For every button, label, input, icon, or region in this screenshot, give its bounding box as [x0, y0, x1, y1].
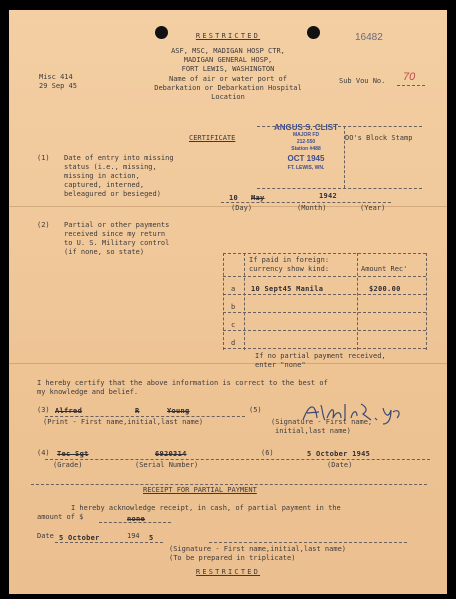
- item1-line2: status (i.e., missing,: [64, 163, 157, 171]
- form-date: 29 Sep 45: [39, 82, 77, 90]
- header-line2: MADIGAN GENERAL HOSP,: [183, 56, 273, 64]
- header-line3: FORT LEWIS, WASHINGTON: [181, 65, 275, 73]
- amount-underline: [99, 522, 171, 523]
- table-top: [223, 253, 426, 254]
- restricted-bottom: RESTRICTED: [195, 568, 261, 576]
- table-col-divider: [244, 253, 245, 350]
- last-name-value: Young: [167, 407, 190, 415]
- date-underline: [221, 202, 391, 203]
- row-d-letter: d: [231, 339, 236, 347]
- item1-line5: beleagured or besieged): [64, 190, 161, 198]
- header-line4: Name of air or water port of: [168, 75, 287, 83]
- certify-line1: I hereby certify that the above information is correct to the best of: [37, 379, 328, 387]
- receipt-date-year: 194: [127, 532, 140, 540]
- item2-line2: received since my return: [64, 230, 166, 238]
- receipt-date-prefix: Date: [37, 532, 54, 540]
- field4-number: (4): [37, 449, 50, 457]
- stamp-code: 212-550: [296, 139, 316, 145]
- document-page: [9, 10, 447, 594]
- stamp-rank: MAJOR FD: [292, 132, 320, 138]
- receipt-line1: I hereby acknowledge receipt, in cash, of partial payment in the: [71, 504, 341, 512]
- stamp-date: OCT 1945: [287, 154, 325, 163]
- receipt-signature-label: (Signature - First name,initial,last name): [169, 545, 347, 553]
- row-d-rule: [223, 348, 426, 349]
- year-value: 1942: [319, 192, 338, 200]
- no-partial-line2: enter "none": [255, 361, 306, 369]
- item2-line1: Partial or other payments: [64, 221, 170, 229]
- stamp-station: Station #488: [291, 146, 321, 152]
- signature-label1: (Signature - First name,: [271, 418, 373, 426]
- item1-line4: captured, interned,: [64, 181, 145, 189]
- sub-vou-label: Sub Vou No.: [339, 77, 386, 85]
- field5-number: (5): [249, 406, 262, 414]
- field6-number: (6): [261, 449, 274, 457]
- receipt-separator: [31, 484, 427, 485]
- row-a-letter: a: [231, 285, 236, 293]
- receipt-amount-value: none: [127, 515, 146, 523]
- receipt-signature-line: [209, 542, 407, 543]
- item2-line3: to U. S. Military control: [64, 239, 170, 247]
- sub-vou-value: 70: [403, 71, 416, 83]
- row-b-letter: b: [231, 303, 236, 311]
- foreign-label1: If paid in foreign:: [249, 256, 330, 264]
- certificate-title: CERTIFICATE: [189, 134, 236, 142]
- block-stamp-label: DO's Block Stamp: [345, 134, 413, 142]
- certify-line2: my knowledge and belief.: [37, 388, 139, 396]
- header-line1: ASF, MSC, MADIGAN HOSP CTR,: [171, 47, 285, 55]
- amount-label: Amount Rec': [361, 265, 408, 273]
- signature-label2: initial,last name): [275, 427, 351, 435]
- header-line6: Location: [211, 93, 245, 101]
- day-value: 10: [229, 194, 239, 202]
- grade-underline: [45, 459, 430, 460]
- sub-vou-underline: [397, 85, 425, 86]
- row-c-rule: [223, 330, 426, 331]
- receipt-amount-prefix: amount of $: [37, 513, 84, 521]
- form-number: Misc 414: [39, 73, 73, 81]
- receipt-title: RECEIPT FOR PARTIAL PAYMENT: [143, 486, 257, 494]
- fold-line: [9, 363, 447, 364]
- item1-line3: missing in action,: [64, 172, 140, 180]
- serial-label: (Serial Number): [135, 461, 199, 469]
- row-c-letter: c: [231, 321, 236, 329]
- restricted-top: RESTRICTED: [195, 32, 261, 40]
- month-value: May: [251, 194, 265, 202]
- table-border-right: [426, 253, 427, 350]
- receipt-date-value: 5 October: [59, 534, 100, 542]
- stamp-box-divider: [344, 126, 345, 188]
- header-line5: Debarkation or Debarkation Hospital: [154, 84, 302, 92]
- table-header-rule: [223, 276, 426, 277]
- table-border-left: [223, 253, 224, 350]
- item2-line4: (if none, so state): [64, 248, 145, 256]
- year-label: (Year): [360, 204, 386, 212]
- document-number: 16482: [355, 32, 383, 43]
- officer-stamp: [271, 124, 341, 186]
- initial-value: R: [135, 407, 140, 415]
- date-label: (Date): [327, 461, 353, 469]
- row-a-value: 10 Sept45 Manila: [251, 285, 324, 293]
- item1-line1: Date of entry into missing: [64, 154, 174, 162]
- item1-number: (1): [37, 154, 50, 162]
- first-name-value: Alfred: [55, 407, 83, 415]
- grade-label: (Grade): [53, 461, 83, 469]
- row-a-amount: $200.00: [369, 285, 401, 293]
- month-label: (Month): [297, 204, 327, 212]
- stamp-location: FT. LEWIS, WN.: [287, 165, 325, 171]
- receipt-date-underline: [55, 542, 163, 543]
- serial-value: 6920314: [155, 450, 187, 458]
- field3-label: (Print - First name,initial,last name): [43, 418, 204, 426]
- stamp-name: ANGUS S. CLIST: [273, 123, 338, 132]
- item2-number: (2): [37, 221, 50, 229]
- grade-value: Tec Sgt: [57, 450, 89, 458]
- row-b-rule: [223, 312, 426, 313]
- stamp-box-bottom: [257, 188, 422, 189]
- no-partial-line1: If no partial payment received,: [255, 352, 386, 360]
- field3-number: (3): [37, 406, 50, 414]
- row-a-rule: [223, 294, 426, 295]
- day-label: (Day): [231, 204, 253, 212]
- triplicate-note: (To be prepared in triplicate): [169, 554, 296, 562]
- receipt-date-year-digit: 5: [149, 534, 154, 542]
- foreign-label2: currency show kind:: [249, 265, 330, 273]
- table-amount-divider: [357, 253, 358, 350]
- name-underline: [45, 416, 245, 417]
- date-value: 5 October 1945: [307, 450, 371, 458]
